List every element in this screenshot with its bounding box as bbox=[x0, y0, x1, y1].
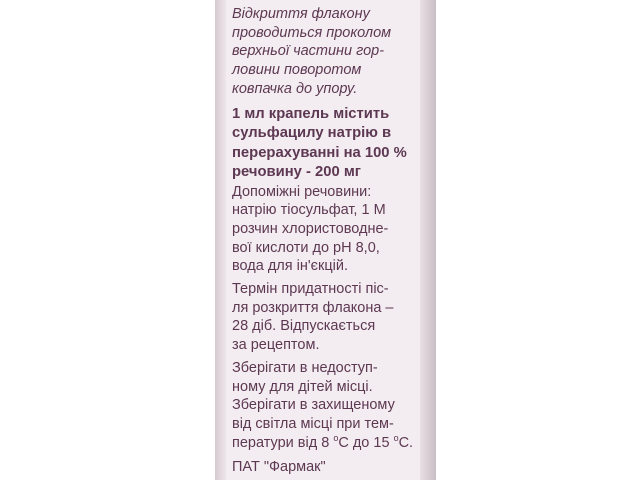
text-line: Зберігати в недоступ- bbox=[232, 359, 378, 376]
text-line: 28 діб. Відпускається bbox=[232, 318, 376, 335]
text-line: Термін придатності піс- bbox=[232, 281, 389, 298]
panel-left-fold bbox=[215, 0, 226, 480]
manufacturer-block bbox=[232, 458, 422, 477]
text-line: Відкриття флакону bbox=[232, 6, 370, 22]
text-line: вої кислоти до pH 8,0, bbox=[232, 239, 380, 256]
composition-block bbox=[232, 105, 422, 183]
degree-sign: o bbox=[333, 432, 339, 443]
text-line: 1 мл крапель містить bbox=[232, 105, 390, 122]
storage-light-block bbox=[232, 396, 422, 452]
manufacturer-name: ПАТ "Фармак" bbox=[232, 459, 326, 476]
temperature-suffix: С. bbox=[398, 434, 414, 451]
text-line: натрію тіосульфат, 1 М bbox=[232, 202, 386, 219]
temperature-mid: С до 15 bbox=[338, 434, 394, 451]
text-line: від світла місці при тем- bbox=[232, 415, 394, 432]
text-line: Зберігати в захищеному bbox=[232, 397, 395, 414]
shelf-life-block bbox=[232, 280, 422, 355]
text-line: верхньої частини гор- bbox=[232, 43, 385, 60]
text-line: проводиться проколом bbox=[232, 24, 392, 41]
excipients-block bbox=[232, 183, 422, 277]
text-line: ковпачка до упору. bbox=[232, 80, 358, 97]
temperature-line bbox=[232, 434, 422, 453]
text-line: розчин хлористоводне- bbox=[232, 220, 389, 237]
opening-instructions bbox=[232, 5, 422, 99]
text-line: Допоміжні речовини: bbox=[232, 183, 372, 200]
temperature-prefix: ператури від 8 bbox=[232, 434, 334, 451]
text-line: сульфацилу натрію в bbox=[232, 125, 392, 142]
text-line: вода для ін'єкцій. bbox=[232, 258, 349, 275]
text-line: ля розкриття флакона – bbox=[232, 299, 394, 316]
panel-right-fold bbox=[420, 0, 436, 480]
text-line: ному для дітей місці. bbox=[232, 378, 373, 395]
degree-sign: o bbox=[393, 432, 399, 443]
text-line: за рецептом. bbox=[232, 337, 320, 354]
text-line: перерахуванні на 100 % bbox=[232, 144, 407, 161]
text-line: речовину - 200 мг bbox=[232, 164, 361, 181]
storage-children-block bbox=[232, 359, 422, 396]
text-line: ловини поворотом bbox=[232, 62, 362, 79]
leaflet-text bbox=[232, 5, 422, 477]
